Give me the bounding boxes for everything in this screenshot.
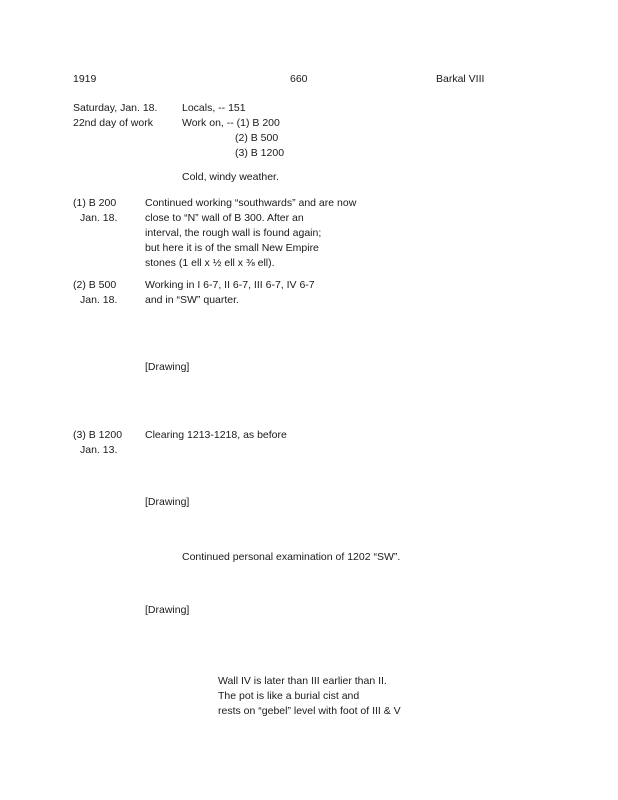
wall-note-line: rests on “gebel” level with foot of III & V	[218, 705, 401, 717]
entry-line: but here it is of the small New Empire	[145, 242, 319, 254]
entry-label: (3) B 1200	[73, 429, 123, 441]
header-site: Barkal VIII	[436, 73, 485, 85]
entry-date: Jan. 18.	[80, 212, 118, 224]
drawing-placeholder: [Drawing]	[145, 604, 190, 616]
day-date: Saturday, Jan. 18.	[73, 102, 158, 114]
work-day-count: 22nd day of work	[73, 117, 153, 129]
work-on-site-2: (2) B 500	[235, 132, 279, 144]
wall-note-line: Wall IV is later than III earlier than II.	[218, 675, 387, 687]
entry-line: and in “SW” quarter.	[145, 294, 239, 306]
entry-line: Clearing 1213-1218, as before	[145, 429, 287, 441]
wall-note-line: The pot is like a burial cist and	[218, 690, 360, 702]
work-on-site-1: Work on, -- (1) B 200	[182, 117, 280, 129]
entry-date: Jan. 18.	[80, 294, 118, 306]
locals-count: Locals, -- 151	[182, 102, 246, 114]
entry-text	[145, 278, 315, 308]
wall-notes	[218, 674, 401, 719]
drawing-placeholder: [Drawing]	[145, 496, 190, 508]
entry-line: interval, the rough wall is found again;	[145, 227, 322, 239]
weather-note: Cold, windy weather.	[182, 171, 279, 183]
entry-line: stones (1 ell x ½ ell x ⅜ ell).	[145, 257, 275, 269]
entry-line: Continued working “southwards” and are now	[145, 197, 357, 209]
entry-line: close to “N” wall of B 300. After an	[145, 212, 304, 224]
entry-label: (1) B 200	[73, 197, 117, 209]
drawing-placeholder: [Drawing]	[145, 361, 190, 373]
entry-text	[145, 428, 287, 443]
page-number: 660	[290, 73, 308, 85]
entry-date: Jan. 13.	[80, 444, 118, 456]
entry-line: Working in I 6-7, II 6-7, III 6-7, IV 6-7	[145, 279, 315, 291]
entry-label: (2) B 500	[73, 279, 117, 291]
examination-note: Continued personal examination of 1202 “SW”.	[182, 551, 401, 563]
header-year: 1919	[73, 73, 97, 85]
entry-text	[145, 196, 356, 271]
work-on-site-3: (3) B 1200	[235, 147, 285, 159]
